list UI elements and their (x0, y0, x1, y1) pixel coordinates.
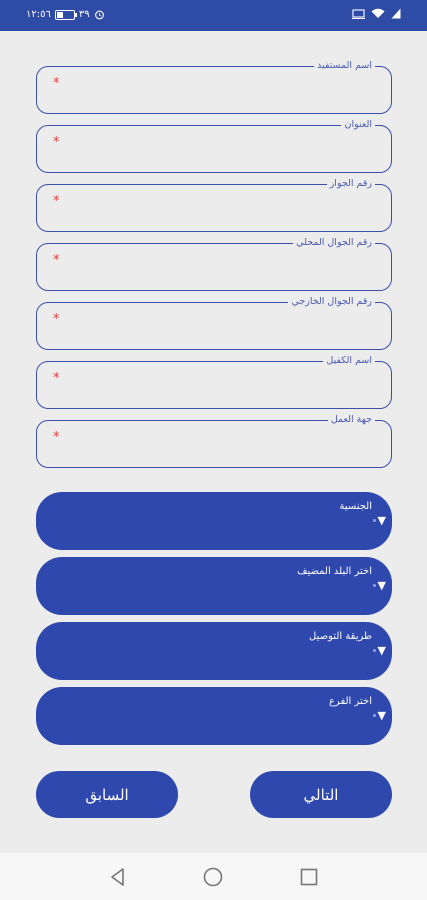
status-right (352, 8, 401, 19)
wifi-icon (371, 8, 385, 19)
status-bar (0, 0, 427, 31)
dropdown-hint-dot (373, 584, 376, 587)
dropdown-label: طريقة التوصيل (309, 631, 372, 642)
chevron-down-icon: ▼ (377, 579, 386, 592)
alarm-icon (94, 9, 105, 20)
dropdown-branch[interactable] (36, 687, 392, 745)
field-local-mobile[interactable] (36, 237, 392, 291)
required-marker: * (53, 194, 60, 209)
battery-icon (55, 10, 75, 20)
chevron-down-icon: ▼ (377, 709, 386, 722)
signal-icon (391, 8, 401, 19)
required-marker: * (53, 312, 60, 327)
status-left (26, 9, 105, 20)
cast-icon (352, 9, 365, 19)
dropdown-label: الجنسية (339, 501, 372, 512)
recents-nav-icon[interactable] (299, 867, 319, 887)
required-marker: * (53, 76, 60, 91)
field-address[interactable] (36, 119, 392, 173)
dropdown-host-country[interactable] (36, 557, 392, 615)
dropdown-hint-dot (373, 519, 376, 522)
required-marker: * (53, 430, 60, 445)
chevron-down-icon: ▼ (377, 644, 386, 657)
previous-button[interactable]: السابق (36, 771, 178, 818)
field-sponsor-name[interactable] (36, 355, 392, 409)
field-label: رقم الجوال المحلي (293, 236, 375, 250)
required-marker: * (53, 371, 60, 386)
next-button[interactable]: التالي (250, 771, 392, 818)
chevron-down-icon: ▼ (377, 514, 386, 527)
system-nav-bar (0, 853, 427, 900)
required-marker: * (53, 135, 60, 150)
required-marker: * (53, 253, 60, 268)
field-label: رقم الجواز (327, 177, 375, 191)
dropdown-label: اختر الفرع (328, 696, 372, 707)
dropdown-label: اختر البلد المضيف (297, 566, 372, 577)
field-beneficiary-name[interactable] (36, 60, 392, 114)
field-label: رقم الجوال الخارجي (288, 295, 375, 309)
home-nav-icon[interactable] (203, 867, 223, 887)
dropdown-hint-dot (373, 714, 376, 717)
dropdown-nationality[interactable] (36, 492, 392, 550)
dropdown-delivery-method[interactable] (36, 622, 392, 680)
dropdown-hint-dot (373, 649, 376, 652)
field-label: اسم المستفيد (314, 59, 375, 73)
field-label: العنوان (341, 118, 375, 132)
field-label: جهة العمل (328, 413, 375, 427)
field-employer[interactable] (36, 414, 392, 468)
field-passport-number[interactable] (36, 178, 392, 232)
battery-percent: ٣٩ (78, 9, 90, 20)
back-nav-icon[interactable] (108, 867, 128, 887)
field-foreign-mobile[interactable] (36, 296, 392, 350)
field-label: اسم الكفيل (323, 354, 375, 368)
status-time: ١٢:٥٦ (26, 9, 51, 20)
